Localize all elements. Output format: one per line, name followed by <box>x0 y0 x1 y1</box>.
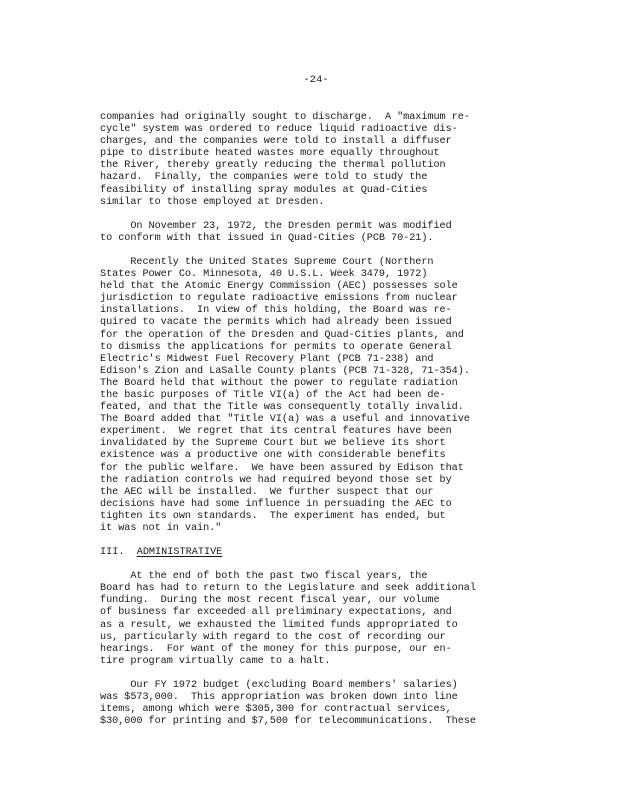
text-line: $30,000 for printing and $7,500 for telecommunications. These <box>100 716 476 728</box>
text-line: pipe to distribute heated wastes more equally throughout <box>100 148 440 160</box>
text-line: jurisdiction to regulate radioactive emissions from nuclear <box>100 293 458 305</box>
text-line: quired to vacate the permits which had already been issued <box>100 317 452 329</box>
text-line: decisions have had some influence in persuading the AEC to <box>100 498 452 510</box>
text-line: Recently the United States Supreme Court (Northern <box>100 256 434 268</box>
text-line: Board has had to return to the Legislature and seek additional <box>100 583 476 595</box>
section-title: ADMINISTRATIVE <box>136 547 223 559</box>
text-line: The Board held that without the power to regulate radiation <box>100 377 458 389</box>
text-line: At the end of both the past two fiscal years, the <box>100 571 428 583</box>
text-line: as a result, we exhausted the limited funds appropriated to <box>100 619 458 631</box>
text-line: tighten its own standards. The experiment has ended, but <box>100 510 446 522</box>
section-number: III. <box>100 547 125 559</box>
text-line: the River, thereby greatly reducing the thermal pollution <box>100 160 446 172</box>
text-line: to conform with that issued in Quad-Cities (PCB 70-21). <box>100 232 434 244</box>
text-line: tire program virtually came to a halt. <box>100 655 331 667</box>
page-number: -24- <box>303 74 329 86</box>
text-line: companies had originally sought to discharge. A "maximum re- <box>100 112 470 123</box>
paragraph-funding <box>100 571 540 668</box>
text-line: for the public welfare. We have been assured by Edison that <box>100 462 464 474</box>
text-line: us, particularly with regard to the cost of recording our <box>100 631 446 643</box>
text-line: feated, and that the Title was consequently totally invalid. <box>100 402 464 414</box>
text-line: existence was a productive one with considerable benefits <box>100 450 446 462</box>
text-line: similar to those employed at Dresden. <box>100 196 325 208</box>
paragraph-discharge <box>100 112 540 209</box>
text-line: the radiation controls we had required beyond those set by <box>100 474 452 486</box>
text-line: of business far exceeded all preliminary expectations, and <box>100 607 452 619</box>
paragraph-supreme-court <box>100 257 540 535</box>
section-heading <box>100 547 540 559</box>
document-body <box>100 112 540 728</box>
text-line: installations. In view of this holding, the Board was re- <box>100 305 452 317</box>
text-line: charges, and the companies were told to install a diffuser <box>100 136 452 148</box>
text-line: experiment. We regret that its central features have been <box>100 426 452 438</box>
text-line: hearings. For want of the money for this purpose, our en- <box>100 643 452 655</box>
text-line: Electric's Midwest Fuel Recovery Plant (PCB 71-238) and <box>100 353 434 365</box>
text-line: Our FY 1972 budget (excluding Board members' salaries) <box>100 679 458 691</box>
text-line: hazard. Finally, the companies were told to study the <box>100 172 428 184</box>
text-line: Edison's Zion and LaSalle County plants (PCB 71-328, 71-354). <box>100 365 470 377</box>
text-line: funding. During the most recent fiscal year, our volume <box>100 595 440 607</box>
text-line: items, among which were $305,300 for contractual services, <box>100 704 452 716</box>
text-line: for the operation of the Dresden and Quad-Cities plants, and <box>100 329 464 341</box>
text-line: The Board added that "Title VI(a) was a useful and innovative <box>100 414 470 426</box>
text-line: States Power Co. Minnesota, 40 U.S.L. Week 3479, 1972) <box>100 269 428 281</box>
paragraph-budget <box>100 680 540 728</box>
text-line: was $573,000. This appropriation was broken down into line <box>100 692 458 704</box>
text-line: the AEC will be installed. We further suspect that our <box>100 486 434 498</box>
text-line: cycle" system was ordered to reduce liquid radioactive dis- <box>100 124 458 136</box>
text-line: On November 23, 1972, the Dresden permit was modified <box>100 220 452 232</box>
text-line: feasibility of installing spray modules at Quad-Cities <box>100 184 428 196</box>
text-line: invalidated by the Supreme Court but we believe its short <box>100 438 446 450</box>
paragraph-dresden-permit <box>100 221 540 245</box>
text-line: the basic purposes of Title VI(a) of the Act had been de- <box>100 389 446 401</box>
text-line: it was not in vain." <box>100 523 222 534</box>
text-line: held that the Atomic Energy Commission (AEC) possesses sole <box>100 281 458 293</box>
text-line: to dismiss the applications for permits to operate General <box>100 341 452 353</box>
